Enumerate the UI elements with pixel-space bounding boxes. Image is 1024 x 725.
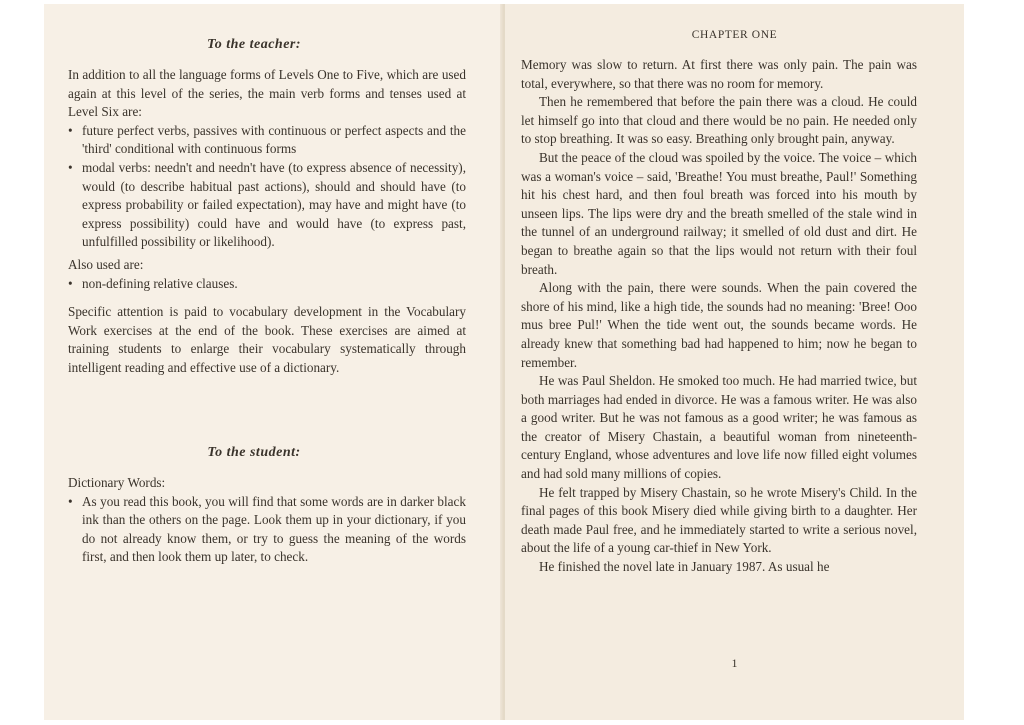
dictionary-words-label: Dictionary Words:: [68, 475, 166, 490]
right-page: [505, 4, 964, 720]
verb-forms-list: [68, 122, 466, 252]
left-page: [44, 4, 502, 720]
chapter-text: [521, 56, 917, 577]
list-item: • non-defining relative clauses.: [68, 275, 466, 294]
paragraph: He was Paul Sheldon. He smoked too much. He had married twice, but both marriages had ended in divorce. He was a famous writer. He was also a good writer. But he was not famous as a good writer; he was famous as the creator of Misery Chastain, a beautiful woman from nineteenth-century England, whose adventures and love life now filled eight volumes and had sold many millions of copies.: [521, 373, 917, 482]
paragraph: But the peace of the cloud was spoiled by the voice. The voice – which was a woman's voice – said, 'Breathe! You must breathe, Paul!' Something hit his chest hard, and then foul breath was forced into his mouth by unseen lips. The lips were dry and the breath smelled of the stale wind in the tunnel of an underground railway; it smelled of old dust and dirt. He began to breathe again so that the lips would not return with their foul breath.: [521, 149, 917, 277]
also-used-label: Also used are:: [68, 256, 144, 272]
dictionary-list: [68, 493, 466, 567]
paragraph: He felt trapped by Misery Chastain, so he wrote Misery's Child. In the final pages of this book Misery died while giving birth to a daughter. Her death made Paul free, and he immediately started to write a serious novel, about the life of a young car-thief in New York.: [521, 484, 917, 556]
student-section: [68, 474, 466, 567]
list-item: • As you read this book, you will find that some words are in darker black ink than the others on the page. Look them up in your dictionary, if you do not already know them, or try to guess the meaning of the words first, and then look them up later, to check.: [68, 493, 466, 567]
list-item: • modal verbs: needn't and needn't have (to express absence of necessity), would (to describe habitual past actions), should and should have (to express probability or failed expectation), may have and might have (to express possibility) could have and would have (to express past, unfulfilled possibility or likelihood).: [68, 159, 466, 252]
chapter-title: CHAPTER ONE: [691, 29, 778, 41]
page-number: 1: [731, 656, 738, 670]
intro-paragraph: In addition to all the language forms of Levels One to Five, which are used again at this level of the series, the main verb forms and tenses used at Level Six are:: [68, 67, 466, 120]
paragraph: He finished the novel late in January 1987. As usual he: [539, 559, 830, 575]
also-used-list: [68, 275, 466, 294]
teacher-heading: To the teacher:: [206, 37, 302, 52]
paragraph: Memory was slow to return. At first there was only pain. The pain was total, everywhere, so that there was no room for memory.: [521, 57, 917, 91]
paragraph: Then he remembered that before the pain there was a cloud. He could let himself go into that cloud and there would be no pain. He needed only to stop breathing. It was so easy. Breathing only brought pain, anyway.: [521, 94, 917, 147]
vocabulary-paragraph: Specific attention is paid to vocabulary development in the Vocabulary Work exercises at the end of the book. These exercises are aimed at training students to enlarge their vocabulary systematically through intelligent reading and effective use of a dictionary.: [68, 304, 466, 375]
teacher-section: [68, 66, 466, 378]
paragraph: Along with the pain, there were sounds. When the pain covered the shore of his mind, like a high tide, the sounds had no meaning: 'Bree! Ooo mus bree Pul!' When the tide went out, the sounds became words. He already knew that something bad had happened to him; now he began to remember.: [521, 280, 917, 370]
list-item: • future perfect verbs, passives with continuous or perfect aspects and the 'third' conditional with continuous forms: [68, 122, 466, 159]
student-heading: To the student:: [207, 445, 301, 460]
